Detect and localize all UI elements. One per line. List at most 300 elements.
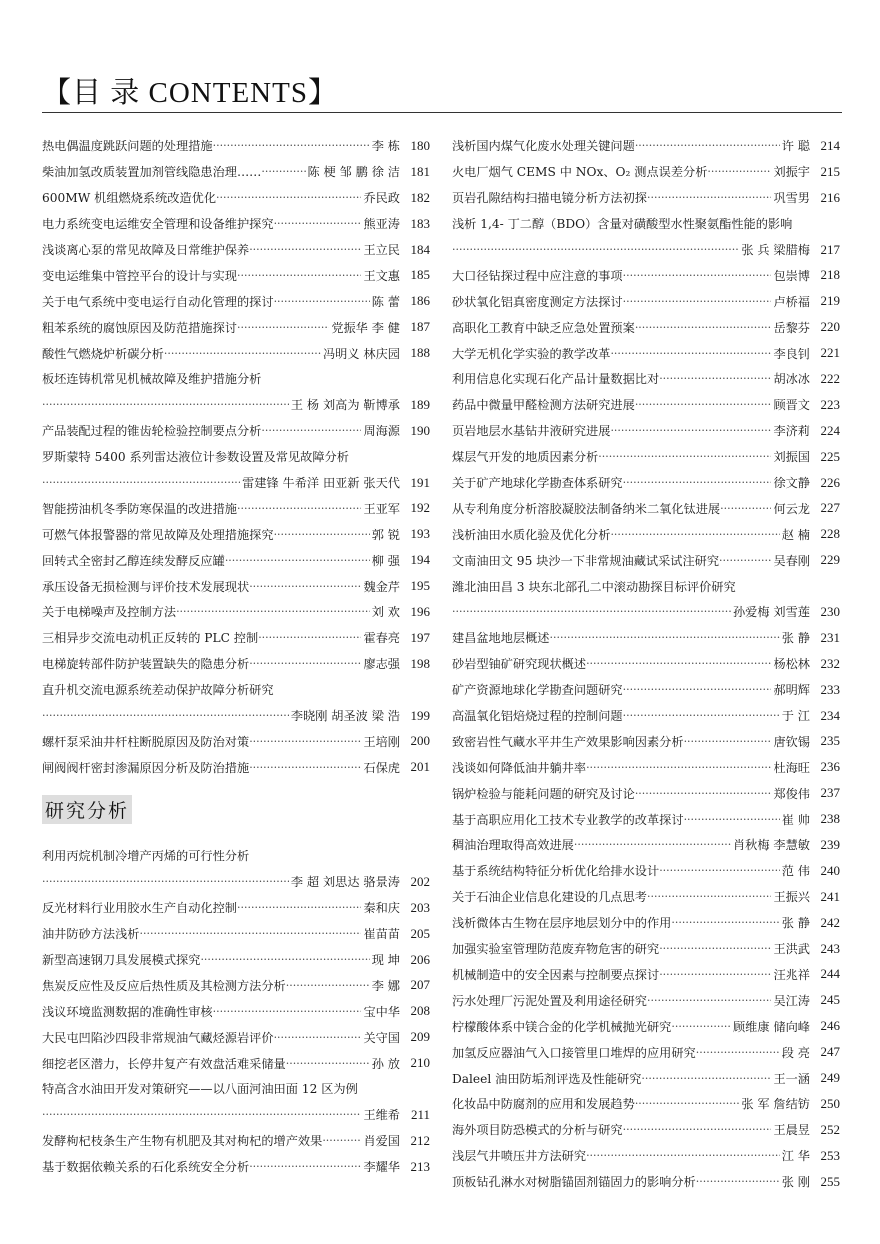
toc-entry [42, 418, 430, 444]
entry-page-number: 240 [820, 862, 840, 878]
toc-entry [452, 133, 840, 159]
toc-entry [452, 780, 840, 806]
entry-authors: 王振兴 [773, 890, 810, 905]
toc-entry [42, 288, 430, 314]
entry-page-number: 205 [410, 925, 430, 941]
dot-leader [452, 243, 739, 256]
entry-page-number: 227 [820, 500, 840, 516]
dot-leader [237, 321, 329, 334]
toc-entry [42, 651, 430, 677]
toc-entry [42, 599, 430, 625]
dot-leader [286, 979, 370, 992]
dot-leader [707, 165, 771, 178]
entry-page-number: 200 [410, 733, 430, 749]
entry-page-number: 210 [410, 1055, 430, 1071]
dot-leader [176, 605, 370, 618]
entry-title: 粗苯系统的腐蚀原因及防范措施探讨 [42, 320, 237, 335]
entry-page-number: 252 [820, 1121, 840, 1137]
entry-authors: 刘振国 [773, 450, 810, 465]
section-heading: 研究分析 [42, 795, 132, 824]
dot-leader [610, 424, 771, 437]
entry-page-number: 187 [410, 319, 430, 335]
entry-authors: 陈 梗 邹 鹏 徐 洁 [307, 165, 400, 180]
toc-entry [42, 314, 430, 340]
entry-authors: 柳 强 [371, 553, 400, 568]
toc-entry [42, 921, 430, 947]
entry-authors: 王洪武 [773, 942, 810, 957]
entry-title: 从专利角度分析溶胶凝胶法制备纳米二氧化钛进展 [452, 501, 721, 516]
entry-authors: 现 坤 [371, 953, 400, 967]
entry-title: 浅谈离心泵的常见故障及日常维护保养 [42, 243, 250, 257]
entry-authors: 赵 楠 [781, 527, 810, 542]
toc-entry [452, 806, 840, 832]
toc-entry [452, 962, 840, 988]
entry-page-number: 230 [820, 603, 840, 619]
toc-left-section-column [42, 843, 430, 1180]
entry-page-number: 213 [410, 1158, 430, 1174]
entry-title: 关于石油企业信息化建设的几点思考 [452, 890, 647, 905]
dot-leader [249, 735, 361, 748]
entry-authors: 何云龙 [773, 501, 810, 516]
entry-page-number: 226 [820, 474, 840, 490]
entry-authors: 李 栋 [371, 139, 400, 154]
entry-authors: 王一涵 [773, 1071, 810, 1086]
entry-page-number: 197 [410, 629, 430, 645]
entry-title: 海外项目防恐模式的分析与研究 [452, 1123, 623, 1138]
entry-title: 高温氧化铝焙烧过程的控制问题 [452, 709, 623, 724]
toc-entry [42, 1102, 430, 1128]
entry-page-number: 217 [820, 241, 840, 257]
dot-leader [42, 709, 289, 722]
dot-leader [623, 683, 772, 696]
entry-title: 矿产资源地球化学勘查问题研究 [452, 683, 623, 698]
entry-page-number: 228 [820, 526, 840, 542]
toc-entry [452, 1013, 840, 1039]
dot-leader [586, 657, 771, 670]
entry-page-number: 222 [820, 370, 840, 386]
entry-page-number: 235 [820, 733, 840, 749]
entry-authors: 孙爱梅 刘雪莲 [733, 605, 810, 620]
entry-authors: 汪兆祥 [773, 967, 810, 982]
entry-authors: 王 杨 刘高为 靳博承 [290, 398, 400, 413]
entry-title: 锅炉检验与能耗问题的研究及讨论 [452, 786, 635, 801]
toc-entry [42, 677, 430, 703]
entry-title: 加氢反应器油气入口接管里口堆焊的应用研究 [452, 1045, 696, 1060]
entry-title: 发酵枸杞枝条生产生物有机肥及其对枸杞的增产效果 [42, 1134, 323, 1149]
dot-leader [42, 1108, 361, 1121]
contents-header [42, 70, 842, 114]
toc-entry [452, 884, 840, 910]
entry-page-number: 194 [410, 552, 430, 568]
entry-title: 利用丙烷机制冷增产丙烯的可行性分析 [42, 849, 250, 864]
entry-authors: 岳黎芬 [773, 320, 810, 335]
dot-leader [641, 1072, 771, 1085]
entry-authors: 李济莉 [773, 424, 810, 439]
entry-title: 产品装配过程的锥齿轮检验控制要点分析 [42, 424, 262, 439]
dot-leader [213, 139, 370, 152]
entry-title: 化妆品中防腐剂的应用和发展趋势 [452, 1097, 635, 1112]
entry-page-number: 189 [410, 396, 430, 412]
toc-entry [452, 392, 840, 418]
entry-page-number: 183 [410, 215, 430, 231]
entry-page-number: 225 [820, 448, 840, 464]
entry-page-number: 207 [410, 977, 430, 993]
entry-page-number: 233 [820, 681, 840, 697]
dot-leader [684, 813, 780, 826]
entry-authors: 崔 帅 [781, 812, 810, 827]
entry-title: 回转式全密封乙醇连续发酵反应罐 [42, 553, 225, 568]
toc-entry [452, 858, 840, 884]
entry-page-number: 181 [410, 163, 430, 179]
entry-authors: 肖爱国 [363, 1134, 400, 1149]
entry-page-number: 250 [820, 1095, 840, 1111]
dot-leader [684, 735, 772, 748]
entry-page-number: 190 [410, 422, 430, 438]
entry-authors: 熊亚涛 [363, 217, 400, 232]
entry-page-number: 241 [820, 888, 840, 904]
entry-title: 三相异步交流电动机正反转的 PLC 控制 [42, 631, 259, 646]
entry-title: 浅析油田水质化验及优化分析 [452, 527, 611, 542]
entry-title: 罗斯蒙特 5400 系列雷达液位计参数设置及常见故障分析 [42, 450, 349, 465]
toc-entry [452, 418, 840, 444]
entry-authors: 吴春刚 [773, 553, 810, 568]
entry-authors: 吴江涛 [773, 993, 810, 1008]
entry-title: 稠油治理取得高效进展 [452, 838, 574, 853]
dot-leader [719, 554, 771, 567]
entry-title: 变电运维集中管控平台的设计与实现 [42, 268, 237, 283]
entry-authors: 党振华 李 健 [331, 320, 400, 335]
dot-leader [659, 942, 771, 955]
dot-leader [249, 761, 361, 774]
dot-leader [659, 864, 780, 877]
entry-authors: 于 江 [781, 709, 810, 724]
entry-page-number: 255 [820, 1173, 840, 1189]
entry-authors: 李 超 刘思达 骆景涛 [290, 875, 400, 890]
toc-entry [42, 754, 430, 780]
entry-authors: 王晨昱 [773, 1123, 810, 1138]
toc-entry [42, 998, 430, 1024]
dot-leader [249, 657, 361, 670]
entry-page-number: 212 [410, 1132, 430, 1148]
entry-authors: 张 刚 [781, 1175, 810, 1190]
toc-entry [452, 211, 840, 237]
entry-title: 潍北油田昌 3 块东北部孔二中滚动勘探目标评价研究 [452, 579, 736, 594]
entry-authors: 李耀华 [363, 1160, 400, 1175]
toc-entry [452, 936, 840, 962]
dot-leader [647, 994, 771, 1007]
toc-entry [42, 211, 430, 237]
dot-leader [42, 476, 240, 489]
toc-entry [42, 470, 430, 496]
toc-entry [42, 1050, 430, 1076]
dot-leader [586, 761, 771, 774]
entry-page-number: 253 [820, 1147, 840, 1163]
entry-title: 基于系统结构特征分析优化给排水设计 [452, 864, 660, 879]
entry-page-number: 186 [410, 293, 430, 309]
entry-page-number: 206 [410, 951, 430, 967]
toc-entry [42, 573, 430, 599]
entry-title: 承压设备无损检测与评价技术发展现状 [42, 579, 250, 594]
entry-page-number: 192 [410, 500, 430, 516]
toc-entry [42, 521, 430, 547]
entry-page-number: 188 [410, 345, 430, 361]
entry-page-number: 185 [410, 267, 430, 283]
entry-page-number: 215 [820, 163, 840, 179]
entry-authors: 卢桥福 [773, 294, 810, 309]
toc-entry [42, 843, 430, 869]
dot-leader [237, 502, 361, 515]
entry-authors: 雷建锋 牛希洋 田亚新 张天代 [242, 476, 400, 491]
entry-title: 柠檬酸体系中镁合金的化学机械抛光研究 [452, 1019, 672, 1034]
entry-authors: 宝中华 [363, 1004, 400, 1019]
entry-page-number: 184 [410, 241, 430, 257]
entry-title: 浅谈如何降低油井躺井率 [452, 760, 587, 775]
toc-entry [452, 625, 840, 651]
dot-leader [274, 1031, 362, 1044]
dot-leader [623, 295, 772, 308]
entry-authors: 石保虎 [363, 760, 400, 775]
toc-entry [452, 1143, 840, 1169]
entry-authors: 霍春亮 [363, 631, 400, 646]
entry-title: 浅析微体古生物在层序地层划分中的作用 [452, 916, 672, 931]
entry-page-number: 247 [820, 1044, 840, 1060]
dot-leader [216, 191, 361, 204]
entry-authors: 王亚军 [363, 501, 400, 516]
dot-leader [225, 554, 370, 567]
entry-page-number: 234 [820, 707, 840, 723]
entry-page-number: 244 [820, 966, 840, 982]
dot-leader [610, 347, 771, 360]
entry-authors: 秦和庆 [363, 901, 400, 916]
entry-authors: 李晓刚 胡圣波 梁 浩 [290, 709, 400, 724]
entry-page-number: 243 [820, 940, 840, 956]
dot-leader [42, 398, 289, 411]
entry-authors: 王维希 [363, 1108, 400, 1123]
dot-leader [286, 1057, 370, 1070]
dot-leader [659, 372, 771, 385]
dot-leader [659, 968, 771, 981]
entry-page-number: 196 [410, 603, 430, 619]
entry-authors: 顾维康 储向峰 [733, 1019, 810, 1034]
entry-title: 智能捞油机冬季防寒保温的改进措施 [42, 501, 237, 516]
entry-authors: 张 静 [781, 916, 810, 931]
toc-entry [452, 599, 840, 625]
entry-page-number: 239 [820, 836, 840, 852]
entry-title: 文南油田文 95 块沙一下非常规油藏试采试注研究 [452, 553, 720, 568]
entry-title: 污水处理厂污泥处置及利用途径研究 [452, 993, 647, 1008]
dot-leader [671, 916, 779, 929]
entry-title: 板坯连铸机常见机械故障及维护措施分析 [42, 372, 262, 387]
entry-authors: 巩雪男 [773, 191, 810, 206]
toc-entry [452, 262, 840, 288]
entry-title: 关于电气系统中变电运行自动化管理的探讨 [42, 294, 274, 309]
dot-leader [635, 321, 772, 334]
toc-entry [452, 185, 840, 211]
toc-entry [452, 573, 840, 599]
dot-leader [610, 528, 779, 541]
toc-entry [42, 1154, 430, 1180]
toc-entry [42, 159, 430, 185]
toc-entry [42, 625, 430, 651]
toc-entry [452, 495, 840, 521]
toc-entry [452, 521, 840, 547]
toc-entry [42, 1128, 430, 1154]
toc-entry [42, 444, 430, 470]
entry-page-number: 208 [410, 1003, 430, 1019]
entry-page-number: 246 [820, 1018, 840, 1034]
toc-entry [452, 1091, 840, 1117]
entry-title: 煤层气开发的地质因素分析 [452, 450, 599, 465]
entry-page-number: 202 [410, 873, 430, 889]
entry-authors: 郭 锐 [371, 527, 400, 542]
toc-entry [42, 133, 430, 159]
toc-entry [452, 444, 840, 470]
toc-entry [42, 895, 430, 921]
entry-title: 螺杆泵采油井杆柱断脱原因及防治对策 [42, 734, 250, 749]
entry-authors: 段 亮 [781, 1045, 810, 1060]
toc-entry [452, 366, 840, 392]
toc-entry [452, 314, 840, 340]
entry-title: 油井防砂方法浅析 [42, 927, 140, 942]
entry-title: 电力系统变电运维安全管理和设备维护探究 [42, 217, 274, 232]
entry-authors: 关守国 [363, 1030, 400, 1045]
toc-entry [452, 288, 840, 314]
dot-leader [274, 528, 370, 541]
dot-leader [635, 1097, 740, 1110]
dot-leader [647, 191, 771, 204]
dot-leader [623, 269, 772, 282]
entry-authors: 江 华 [781, 1149, 810, 1164]
toc-entry [452, 470, 840, 496]
toc-entry [42, 547, 430, 573]
dot-leader [249, 1160, 361, 1173]
entry-page-number: 198 [410, 655, 430, 671]
entry-page-number: 211 [410, 1106, 430, 1122]
entry-authors: 周海源 [363, 424, 400, 439]
toc-entry [42, 392, 430, 418]
dot-leader [237, 269, 361, 282]
entry-page-number: 195 [410, 578, 430, 594]
entry-title: 关于矿产地球化学勘查体系研究 [452, 476, 623, 491]
dot-leader [623, 476, 772, 489]
entry-page-number: 182 [410, 189, 430, 205]
entry-authors: 李良钊 [773, 346, 810, 361]
entry-title: 大口径钻探过程中应注意的事项 [452, 268, 623, 283]
toc-entry [452, 754, 840, 780]
entry-page-number: 236 [820, 759, 840, 775]
entry-title: 细挖老区潜力，长停井复产有效盘活难采储量 [42, 1056, 286, 1071]
toc-entry [452, 1169, 840, 1195]
entry-title: 浅层气井喷压井方法研究 [452, 1149, 587, 1164]
entry-page-number: 220 [820, 319, 840, 335]
entry-title: 直升机交流电源系统差动保护故障分析研究 [42, 683, 274, 698]
entry-title: 页岩孔隙结构扫描电镜分析方法初探 [452, 191, 647, 206]
entry-page-number: 245 [820, 992, 840, 1008]
entry-title: 加强实验室管理防范废弃物危害的研究 [452, 942, 660, 957]
entry-authors: 张 兵 梁腊梅 [741, 243, 810, 257]
entry-page-number: 180 [410, 137, 430, 153]
entry-authors: 刘 欢 [371, 605, 400, 620]
toc-entry [452, 1117, 840, 1143]
toc-entry [452, 547, 840, 573]
entry-authors: 孙 放 [371, 1056, 400, 1071]
dot-leader [249, 580, 361, 593]
dot-leader [671, 1020, 731, 1033]
entry-title: 利用信息化实现石化产品计量数据比对 [452, 372, 660, 387]
toc-entry [452, 159, 840, 185]
toc-entry [452, 832, 840, 858]
entry-title: 关于电梯噪声及控制方法 [42, 605, 177, 620]
entry-authors: 唐钦锡 [773, 734, 810, 749]
entry-authors: 杜海旺 [773, 760, 810, 775]
dot-leader [42, 875, 289, 888]
entry-title: 柴油加氢改质装置加剂管线隐患治理…… [42, 165, 262, 180]
entry-authors: 刘振宇 [773, 165, 810, 180]
toc-entry [452, 728, 840, 754]
entry-title: 机械制造中的安全因素与控制要点探讨 [452, 967, 660, 982]
dot-leader [140, 927, 362, 940]
toc-entry [42, 972, 430, 998]
entry-page-number: 249 [820, 1070, 840, 1085]
entry-title: 基于数据依赖关系的石化系统安全分析 [42, 1160, 250, 1175]
page-title: 【目 录 CONTENTS】 [42, 77, 338, 109]
toc-entry [452, 910, 840, 936]
dot-leader [274, 295, 370, 308]
toc-right-column [452, 133, 840, 1195]
dot-leader [574, 838, 731, 851]
entry-authors: 崔苗苗 [363, 927, 400, 942]
entry-authors: 王文惠 [363, 268, 400, 283]
entry-title: 可燃气体报警器的常见故障及处理措施探究 [42, 527, 274, 542]
dot-leader [322, 1134, 361, 1147]
entry-authors: 魏金芹 [363, 579, 400, 594]
dot-leader [200, 953, 369, 966]
entry-page-number: 214 [820, 137, 840, 153]
entry-title: 砂岩型铀矿研究现状概述 [452, 657, 587, 672]
entry-title: 特高含水油田开发对策研究——以八面河油田面 12 区为例 [42, 1082, 358, 1097]
toc-entry [42, 366, 430, 392]
entry-authors: 乔民政 [363, 191, 400, 206]
toc-entry [42, 185, 430, 211]
dot-leader [452, 605, 731, 618]
entry-page-number: 224 [820, 422, 840, 438]
entry-title: 电梯旋转部件防护装置缺失的隐患分析 [42, 657, 250, 672]
entry-authors: 陈 蕾 [371, 294, 400, 309]
dot-leader [164, 347, 321, 360]
entry-title: 大学无机化学实验的教学改革 [452, 346, 611, 361]
dot-leader [274, 217, 362, 230]
entry-title: Daleel 油田防垢剂评选及性能研究 [452, 1071, 642, 1086]
entry-title: 页岩地层水基钻井液研究进展 [452, 424, 611, 439]
entry-authors: 郑俊伟 [773, 786, 810, 801]
toc-entry [452, 703, 840, 729]
entry-title: 砂状氧化铝真密度测定方法探讨 [452, 294, 623, 309]
toc-entry [452, 237, 840, 263]
dot-leader [696, 1046, 780, 1059]
entry-title: 闸阀阀杆密封渗漏原因分析及防治措施 [42, 760, 250, 775]
entry-title: 火电厂烟气 CEMS 中 NOx、O₂ 测点误差分析 [452, 165, 708, 180]
entry-title: 浅析国内煤气化废水处理关键问题 [452, 139, 635, 154]
entry-authors: 包崇博 [773, 268, 810, 283]
dot-leader [261, 165, 305, 178]
entry-page-number: 231 [820, 629, 840, 645]
dot-leader [635, 139, 780, 152]
entry-page-number: 193 [410, 526, 430, 542]
entry-authors: 冯明义 林庆园 [323, 346, 400, 361]
entry-page-number: 201 [410, 759, 430, 775]
entry-title: 反光材料行业用胶水生产自动化控制 [42, 901, 237, 916]
dot-leader [720, 502, 771, 515]
